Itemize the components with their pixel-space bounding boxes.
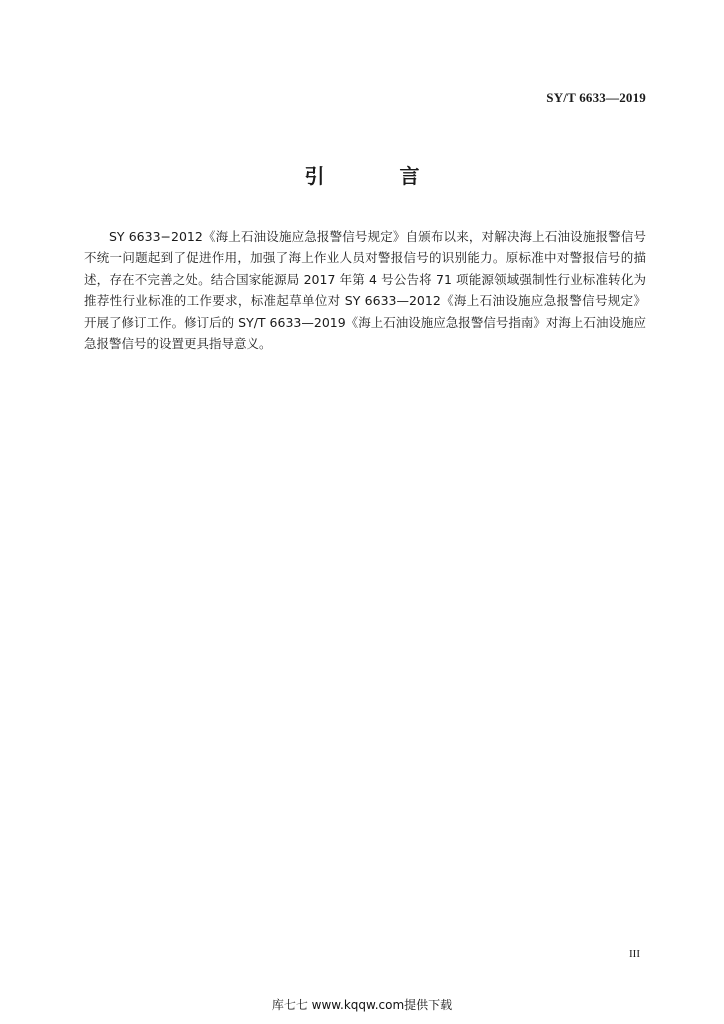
introduction-paragraph: SY 6633−2012《海上石油设施应急报警信号规定》自颁布以来，对解决海上石油设施报警信号不统一问题起到了促进作用，加强了海上作业人员对警报信号的识别能力。原标准中对警报信号的描述，存在不完善之处。结合国家能源局 2017 年第 4 号公告将 71 项能源领域强制性行业标准转化为推荐性行业标准的工作要求，标准起草单位对 SY 6633—2012《海上石油设施应急报警信号规定》开展了修订工作。修订后的 SY/T 6633—2019《海上石油设施应急报警信号指南》对海上石油设施应急报警信号的设置更具指导意义。 bbox=[84, 229, 646, 352]
page-number: III bbox=[629, 948, 640, 960]
page-title: 引 言 bbox=[304, 164, 454, 188]
download-watermark: 库七七 www.kqqw.com提供下载 bbox=[271, 998, 453, 1012]
standard-code: SY/T 6633—2019 bbox=[546, 90, 646, 105]
